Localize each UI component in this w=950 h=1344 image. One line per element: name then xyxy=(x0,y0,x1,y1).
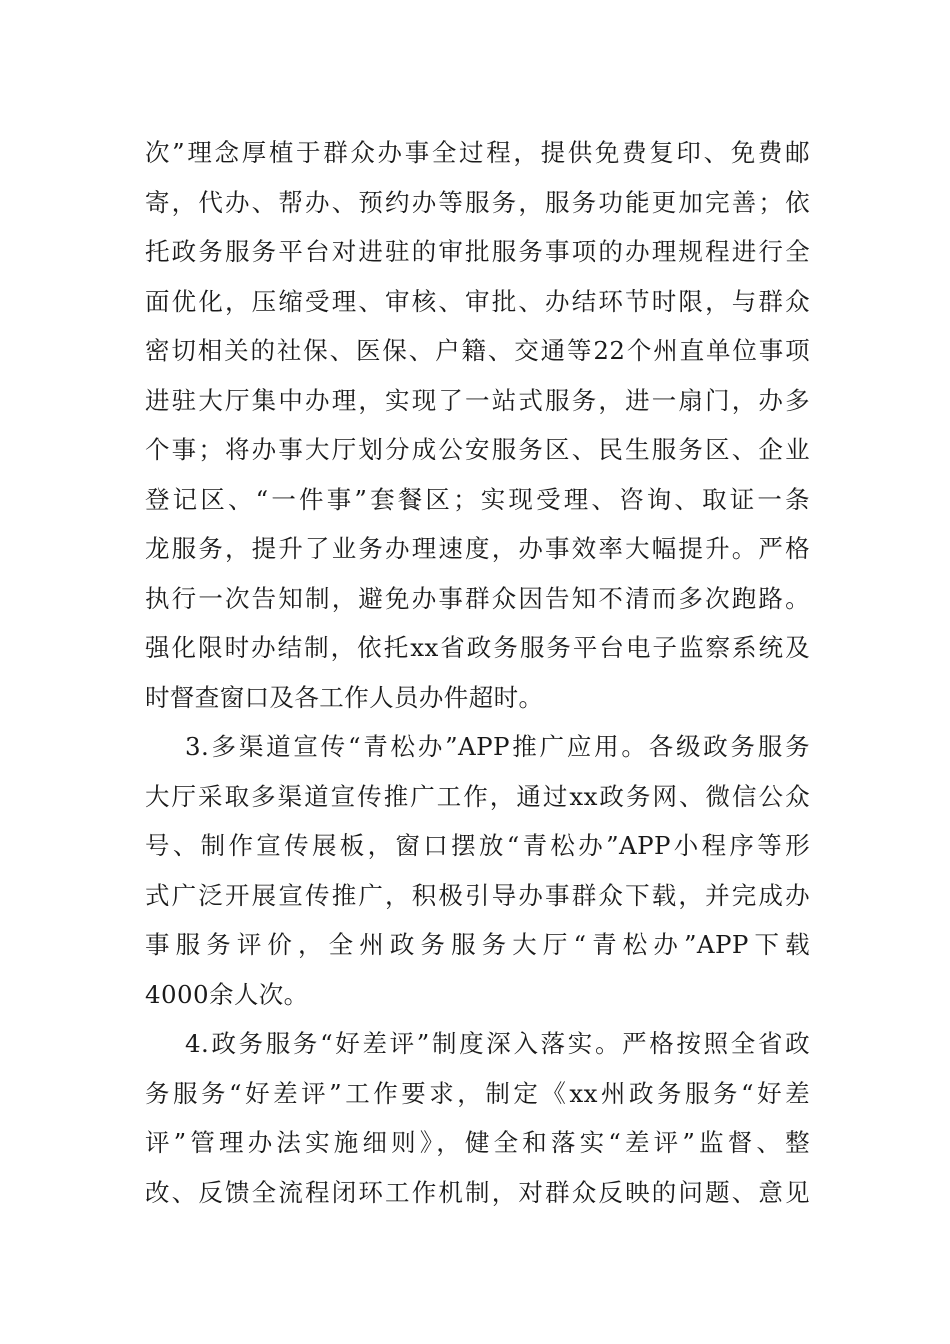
text-line: 大厅采取多渠道宣传推广工作，通过xx政务网、微信公众 xyxy=(145,781,810,811)
text-line: 密切相关的社保、医保、户籍、交通等22个州直单位事项 xyxy=(145,336,810,365)
text-line: 登记区、“一件事”套餐区；实现受理、咨询、取证一条 xyxy=(145,484,810,514)
text-line: 托政务服务平台对进驻的审批服务事项的办理规程进行全 xyxy=(145,237,810,266)
text-line: 执行一次告知制，避免办事群众因告知不清而多次跑路。 xyxy=(145,583,810,613)
text-line: 个事；将办事大厅划分成公安服务区、民生服务区、企业 xyxy=(145,435,810,464)
text-line: 时督查窗口及各工作人员办件超时。 xyxy=(145,682,544,712)
paragraph-2-app-promotion xyxy=(145,722,810,1019)
text-line: 4000余人次。 xyxy=(145,979,309,1009)
text-line: 面优化，压缩受理、审核、审批、办结环节时限，与群众 xyxy=(145,286,810,316)
paragraph-1-continued xyxy=(145,128,810,722)
text-line: 次”理念厚植于群众办事全过程，提供免费复印、免费邮 xyxy=(145,138,810,167)
section-heading-line: 3.多渠道宣传“青松办”APP推广应用。各级政务服务 xyxy=(185,732,810,761)
text-line: 改、反馈全流程闭环工作机制，对群众反映的问题、意见 xyxy=(145,1177,810,1207)
text-line: 事服务评价，全州政务服务大厅“青松办”APP下载 xyxy=(145,930,810,959)
text-line: 评”管理办法实施细则》，健全和落实“差评”监督、整 xyxy=(145,1128,810,1157)
section-heading-line: 4.政务服务“好差评”制度深入落实。严格按照全省政 xyxy=(185,1029,810,1058)
text-line: 龙服务，提升了业务办理速度，办事效率大幅提升。严格 xyxy=(145,534,810,563)
text-line: 进驻大厅集中办理，实现了一站式服务，进一扇门，办多 xyxy=(145,385,810,415)
text-line: 务服务“好差评”工作要求，制定《xx州政务服务“好差 xyxy=(145,1078,810,1108)
text-line: 寄，代办、帮办、预约办等服务，服务功能更加完善；依 xyxy=(145,187,810,217)
text-line: 强化限时办结制，依托xx省政务服务平台电子监察系统及 xyxy=(145,633,810,662)
document-body xyxy=(145,128,810,1217)
paragraph-3-good-bad-review xyxy=(145,1019,810,1217)
text-line: 号、制作宣传展板，窗口摆放“青松办”APP小程序等形 xyxy=(145,831,810,860)
text-line: 式广泛开展宣传推广，积极引导办事群众下载，并完成办 xyxy=(145,880,810,910)
